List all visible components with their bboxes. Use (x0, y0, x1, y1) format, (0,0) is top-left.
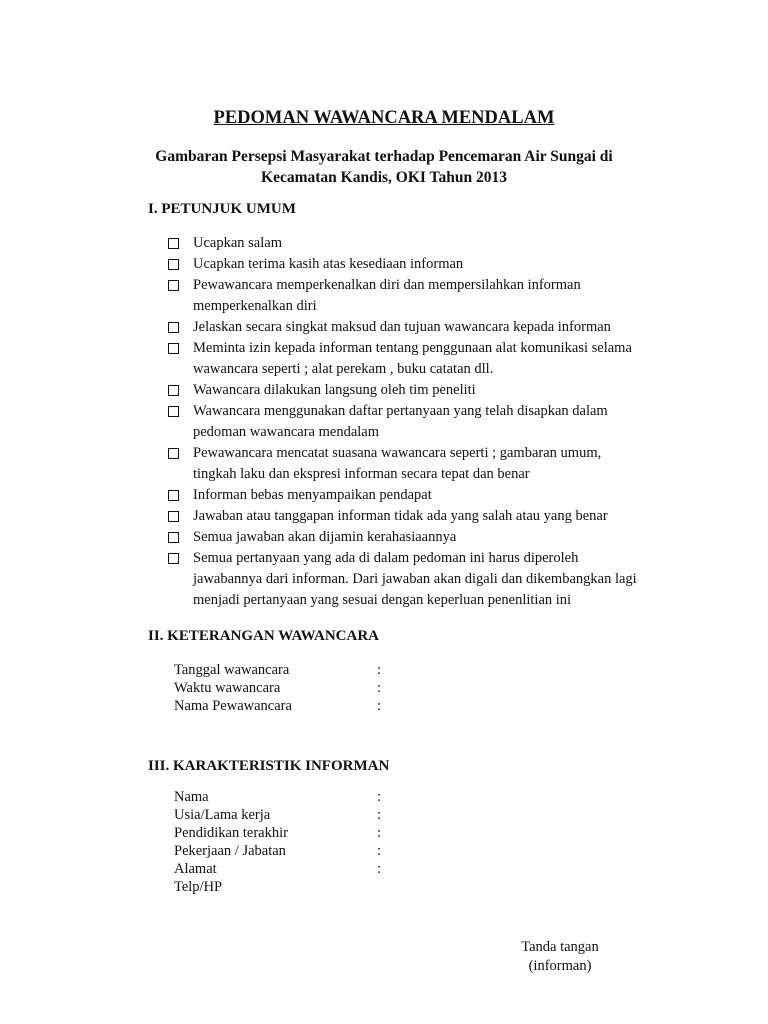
field-separator: : (377, 861, 382, 877)
checkbox-icon (168, 238, 179, 249)
checkbox-icon (168, 385, 179, 396)
checkbox-icon (168, 322, 179, 333)
list-item (168, 233, 648, 254)
checkbox-icon (168, 448, 179, 459)
checkbox-icon (168, 553, 179, 564)
field-separator: : (377, 698, 382, 714)
field-label: Nama (174, 789, 209, 805)
list-item-text: Semua jawaban akan dijamin kerahasiaannya (193, 529, 457, 545)
field-separator: : (377, 789, 382, 805)
field-row-telp (174, 878, 288, 896)
list-item (168, 401, 648, 443)
list-item-text: Semua pertanyaan yang ada di dalam pedoman ini harus diperoleh jawabannya dari informan. Dari jawaban akan digali dan dikembangkan lagi menjadi pertanyaan yang sesuai dengan keperluan penenlitian ini (193, 550, 637, 608)
field-separator: : (377, 807, 382, 823)
field-row-nama (174, 788, 382, 806)
section-heading-petunjuk-umum: I. PETUNJUK UMUM (148, 201, 296, 217)
checkbox-icon (168, 511, 179, 522)
field-row-alamat (174, 860, 382, 878)
list-item (168, 506, 648, 527)
list-item-text: Wawancara dilakukan langsung oleh tim peneliti (193, 382, 476, 398)
checkbox-icon (168, 532, 179, 543)
field-label: Pekerjaan / Jabatan (174, 843, 286, 859)
list-item-text: Wawancara menggunakan daftar pertanyaan yang telah disapkan dalam pedoman wawancara mendalam (193, 403, 608, 440)
checkbox-icon (168, 343, 179, 354)
field-label: Waktu wawancara (174, 680, 281, 696)
list-item-text: Meminta izin kepada informan tentang penggunaan alat komunikasi selama wawancara seperti ; alat perekam , buku catatan dll. (193, 340, 632, 377)
signature-block (500, 938, 620, 976)
list-item (168, 317, 648, 338)
field-label: Telp/HP (174, 879, 223, 895)
field-row-tanggal (174, 661, 382, 679)
field-row-pendidikan (174, 824, 382, 842)
list-item (168, 443, 648, 485)
field-label: Pendidikan terakhir (174, 825, 288, 841)
list-item-text: Pewawancara mencatat suasana wawancara seperti ; gambaran umum, tingkah laku dan ekspresi informan secara tepat dan benar (193, 445, 602, 482)
field-label: Usia/Lama kerja (174, 807, 271, 823)
field-row-usia (174, 806, 382, 824)
field-separator: : (377, 662, 382, 678)
field-label: Nama Pewawancara (174, 698, 292, 714)
checkbox-icon (168, 490, 179, 501)
section-heading-keterangan-wawancara: II. KETERANGAN WAWANCARA (148, 628, 380, 644)
list-item (168, 548, 648, 611)
list-item-text: Ucapkan salam (193, 235, 282, 251)
field-label: Tanggal wawancara (174, 662, 290, 678)
field-label: Alamat (174, 861, 217, 877)
list-item-text: Informan bebas menyampaikan pendapat (193, 487, 432, 503)
checkbox-icon (168, 406, 179, 417)
list-item-text: Ucapkan terima kasih atas kesediaan informan (193, 256, 464, 272)
section-heading-karakteristik-informan: III. KARAKTERISTIK INFORMAN (148, 758, 390, 774)
interview-info-fields (174, 661, 382, 715)
list-item-text: Jawaban atau tanggapan informan tidak ada yang salah atau yang benar (193, 508, 608, 524)
checkbox-icon (168, 259, 179, 270)
field-row-nama-pewawancara (174, 697, 382, 715)
document-title: PEDOMAN WAWANCARA MENDALAM (213, 108, 555, 128)
list-item (168, 338, 648, 380)
field-separator: : (377, 843, 382, 859)
list-item-text: Jelaskan secara singkat maksud dan tujuan wawancara kepada informan (193, 319, 611, 335)
list-item-text: Pewawancara memperkenalkan diri dan mempersilahkan informan memperkenalkan diri (193, 277, 581, 314)
checkbox-icon (168, 280, 179, 291)
field-row-pekerjaan (174, 842, 382, 860)
signature-role: (informan) (528, 958, 592, 974)
list-item (168, 527, 648, 548)
document-subtitle: Gambaran Persepsi Masyarakat terhadap Pencemaran Air Sungai di Kecamatan Kandis, OKI Tahun 2013 (155, 148, 613, 186)
list-item (168, 254, 648, 275)
list-item (168, 485, 648, 506)
list-item (168, 380, 648, 401)
informant-info-fields (174, 788, 382, 896)
field-row-waktu (174, 679, 382, 697)
field-separator: : (377, 680, 382, 696)
instruction-list (168, 233, 648, 611)
list-item (168, 275, 648, 317)
signature-label: Tanda tangan (521, 939, 599, 955)
field-separator: : (377, 825, 382, 841)
